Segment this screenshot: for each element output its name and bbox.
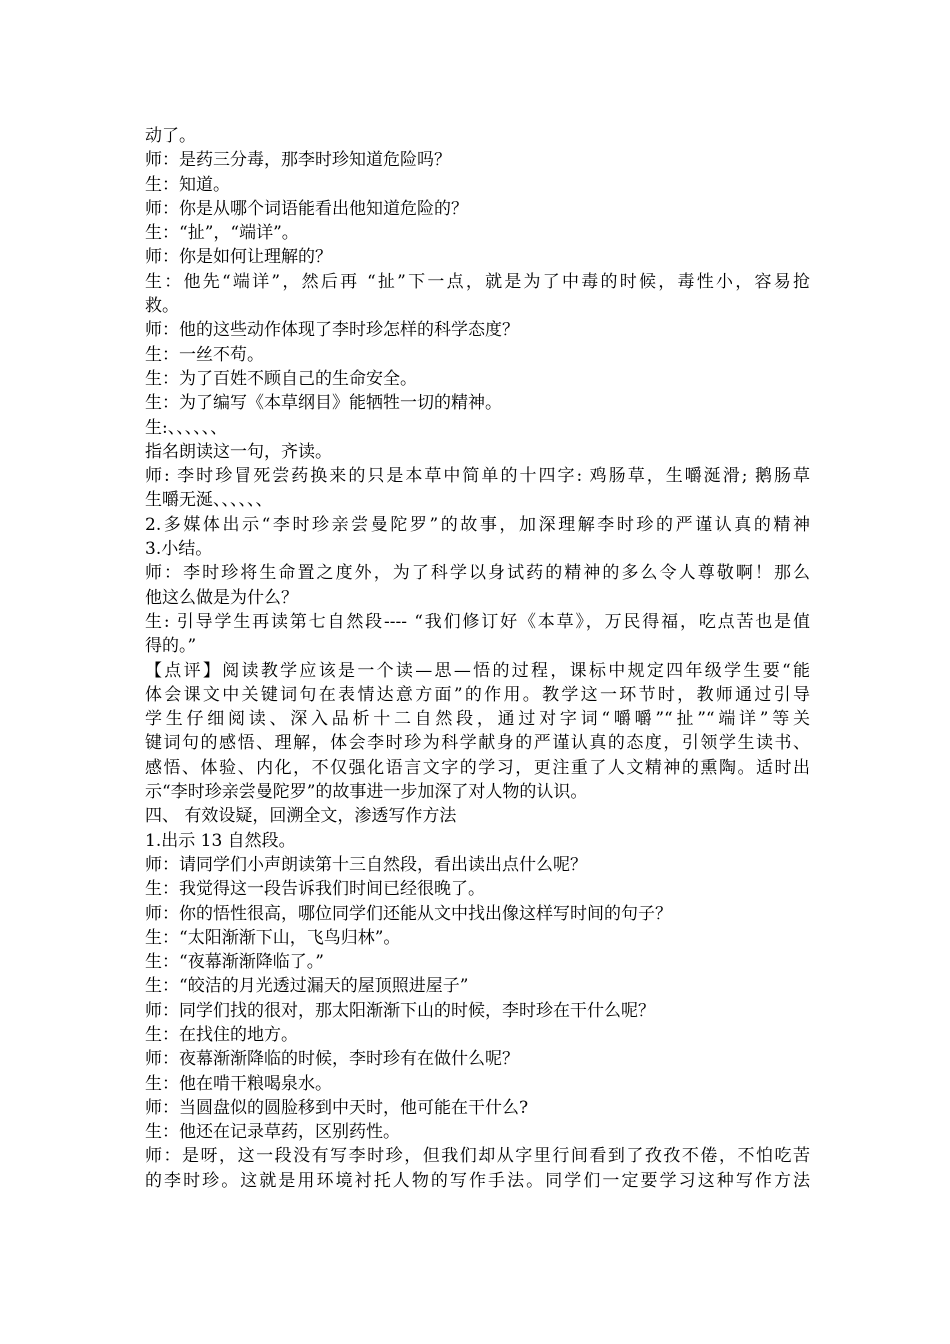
text-line: 生：一丝不苟。: [145, 344, 264, 365]
text-line: 生：知道。: [145, 174, 230, 195]
text-line: 生：为了百姓不顾自己的生命安全。: [145, 368, 417, 389]
text-line: 生：“太阳渐渐下山，飞鸟归林”。: [145, 927, 401, 948]
text-line: 2.多媒体出示“李时珍亲尝曼陀罗”的故事，加深理解李时珍的严谨认真的精神: [145, 514, 810, 535]
text-line: 救。: [145, 296, 179, 317]
document-body: [145, 124, 810, 1193]
text-line: 感悟、体验、内化，不仅强化语言文字的学习，更注重了人文精神的熏陶。适时出: [145, 757, 810, 778]
text-line: 示“李时珍亲尝曼陀罗”的故事进一步加深了对人物的认识。: [145, 782, 588, 803]
text-line: 四、 有效设疑，回溯全文，渗透写作方法: [145, 806, 457, 827]
text-line: 生：我觉得这一段告诉我们时间已经很晚了。: [145, 879, 485, 900]
text-line: 师：是呀，这一段没有写李时珍，但我们却从字里行间看到了孜孜不倦，不怕吃苦: [145, 1146, 810, 1167]
text-line: 生嚼无涎、、、、、、: [145, 490, 273, 511]
text-line: 师：是药三分毒，那李时珍知道危险吗？: [145, 150, 451, 171]
text-line: 师：你是如何让理解的？: [145, 247, 332, 268]
text-line: 学生仔细阅读、深入品析十二自然段，通过对字词“嚼嚼”“扯”“端详”等关: [145, 709, 810, 730]
text-line: 生：在找住的地方。: [145, 1024, 298, 1045]
text-line: 师：夜幕渐渐降临的时候，李时珍有在做什么呢？: [145, 1049, 519, 1070]
text-line: 3.小结。: [145, 539, 213, 560]
text-line: 师：同学们找的很对，那太阳渐渐下山的时候，李时珍在干什么呢？: [145, 1000, 655, 1021]
text-line: 生：“扯”，“端详”。: [145, 223, 299, 244]
text-line: 师：当圆盘似的圆脸移到中天时，他可能在干什么?: [145, 1097, 529, 1118]
text-line: 他这么做是为什么？: [145, 587, 298, 608]
text-line: 键词句的感悟、理解，体会李时珍为科学献身的严谨认真的态度，引领学生读书、: [145, 733, 810, 754]
text-line: 师：你是从哪个词语能看出他知道危险的？: [145, 198, 468, 219]
text-line: 师：你的悟性很高，哪位同学们还能从文中找出像这样写时间的句子？: [145, 903, 672, 924]
text-line: 【点评】阅读教学应该是一个读—思—悟的过程，课标中规定四年级学生要“能: [145, 660, 810, 681]
text-line: 生：他还在记录草药，区别药性。: [145, 1122, 400, 1143]
text-line: 师：他的这些动作体现了李时珍怎样的科学态度？: [145, 320, 519, 341]
text-line: 师: 李时珍冒死尝药换来的只是本草中简单的十四字: 鸡肠草，生嚼涎滑; 鹅肠草: [145, 466, 810, 487]
text-line: 生：他先“端详”，然后再 “扯”下一点，就是为了中毒的时候，毒性小，容易抢: [145, 271, 810, 292]
text-line: 体会课文中关键词句在表情达意方面”的作用。教学这一环节时，教师通过引导: [145, 684, 810, 705]
text-line: 生:、、、、、、: [145, 417, 228, 438]
text-line: 1.出示 13 自然段。: [145, 830, 296, 851]
text-line: 生: 引导学生再读第七自然段---- “我们修订好《本草》，万民得福，吃点苦也是值: [145, 611, 810, 632]
text-line: 指名朗读这一句，齐读。: [145, 441, 332, 462]
text-line: 生：为了编写《本草纲目》能牺牲一切的精神。: [145, 393, 502, 414]
text-line: 师：李时珍将生命置之度外，为了科学以身试药的精神的多么令人尊敬啊！那么: [145, 563, 810, 584]
text-line: 生：他在啃干粮喝泉水。: [145, 1073, 332, 1094]
text-line: 得的。”: [145, 636, 197, 657]
text-line: 师：请同学们小声朗读第十三自然段，看出读出点什么呢？: [145, 854, 587, 875]
text-line: 的李时珍。这就是用环境衬托人物的写作手法。同学们一定要学习这种写作方法: [145, 1170, 810, 1191]
text-line: 动了。: [145, 126, 196, 146]
text-line: 生：“皎洁的月光透过漏天的屋顶照进屋子”: [145, 976, 469, 997]
text-line: 生：“夜幕渐渐降临了。”: [145, 952, 324, 973]
